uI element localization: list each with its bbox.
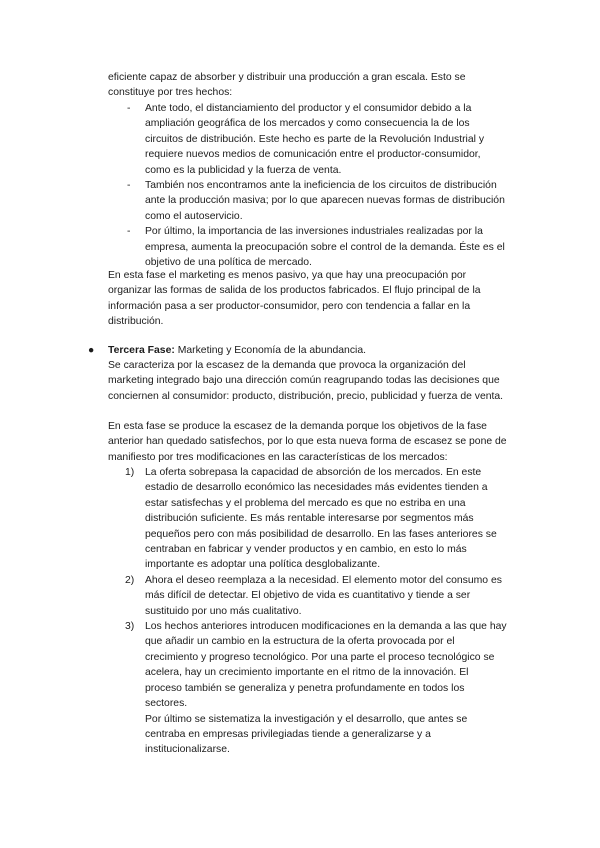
numbered-item-extra-text: Por último se sistematiza la investigación y el desarrollo, que antes se centraba en empresas privilegiadas tiende a generalizarse y a institucionalizarse.: [145, 713, 468, 756]
dash-item-text: Por último, la importancia de las inversiones industriales realizadas por la empresa, aumenta la preocupación sobre el control de la demanda. Éste es el objetivo de una política de mercado.: [145, 226, 505, 269]
bullet-icon: ●: [88, 345, 95, 356]
number-marker: 1): [125, 467, 135, 478]
dash-item-text: Ante todo, el distanciamiento del productor y el consumidor debido a la ampliación geográfica de los mercados y como consecuencia la de los circuitos de distribución. Este hecho es parte de la Revolución Industrial y requiere nuevos medios de comunicación entre el productor-consumidor, como es la publicidad y la fuerza de venta.: [145, 103, 485, 176]
dash-list: [108, 101, 508, 270]
dash-marker: -: [127, 180, 131, 192]
dash-item: [108, 101, 508, 178]
numbered-item-text: Los hechos anteriores introducen modificaciones en la demanda a las que hay que añadir un cambio en la estructura de la oferta provocada por el crecimiento y progreso tecnológico. Por una parte el proceso tecnológico se acelera, hay un crecimiento importante en el ritmo de la innovación. El proceso también se generaliza y penetra profundamente en todos los sectores.: [145, 621, 507, 710]
dash-item-text: También nos encontramos ante la ineficiencia de los circuitos de distribución ante la producción masiva; por lo que aparecen nuevas formas de distribución como el autoservicio.: [145, 180, 505, 222]
numbered-item-text: La oferta sobrepasa la capacidad de absorción de los mercados. En este estadio de desarrollo económico las necesidades más evidentes tienden a estar satisfechas y el problema del mercado es que no estriba en una distribución suficiente. Es más rentable interesarse por segmentos más pequeños pero con más posibilidad de desarrollo. En las fases anteriores se centraban en fabricar y vender productos y en cambio, en esto lo más importante es adoptar una política desglobalizante.: [145, 467, 497, 571]
numbered-item: [108, 465, 508, 573]
phase-summary-paragraph: En esta fase el marketing es menos pasivo, ya que hay una preocupación por organizar las formas de salida de los productos fabricados. El flujo principal de la información pasa a ser productor-consumidor, pero con tendencia a fallar en la distribución.: [108, 270, 481, 328]
numbered-item: [108, 573, 508, 619]
intro-paragraph: eficiente capaz de absorber y distribuir una producción a gran escala. Esto se constituye por tres hechos:: [108, 72, 466, 99]
third-phase-subtitle: Marketing y Economía de la abundancia.: [177, 345, 367, 356]
number-marker: 2): [125, 574, 135, 586]
numbered-item-text: Ahora el deseo reemplaza a la necesidad. El elemento motor del consumo es más difícil de detectar. El objetivo de vida es cuantitativo y tiende a ser sustituido por uno más cualitativo.: [145, 574, 502, 617]
numbered-item: [108, 619, 508, 758]
number-marker: 3): [125, 621, 135, 633]
numbered-list: [108, 465, 508, 758]
dash-marker: -: [127, 103, 131, 114]
dash-marker: -: [127, 226, 131, 238]
third-phase-heading: [108, 343, 508, 358]
third-phase-paragraph-1: Se caracteriza por la escasez de la demanda que provoca la organización del marketing integrado bajo una dirección común reagrupando todas las decisiones que conciernen al consumidor: producto, distribución, precio, publicidad y fuerza de venta.: [108, 360, 504, 402]
third-phase-paragraph-2: En esta fase se produce la escasez de la demanda porque los objetivos de la fase anterior han quedado satisfechos, por lo que esta nueva forma de escasez se pone de manifiesto por tres modificaciones en las características de los mercados:: [108, 421, 507, 463]
dash-item: [108, 224, 508, 270]
dash-item: [108, 178, 508, 224]
third-phase-title: Tercera Fase:: [108, 345, 175, 356]
